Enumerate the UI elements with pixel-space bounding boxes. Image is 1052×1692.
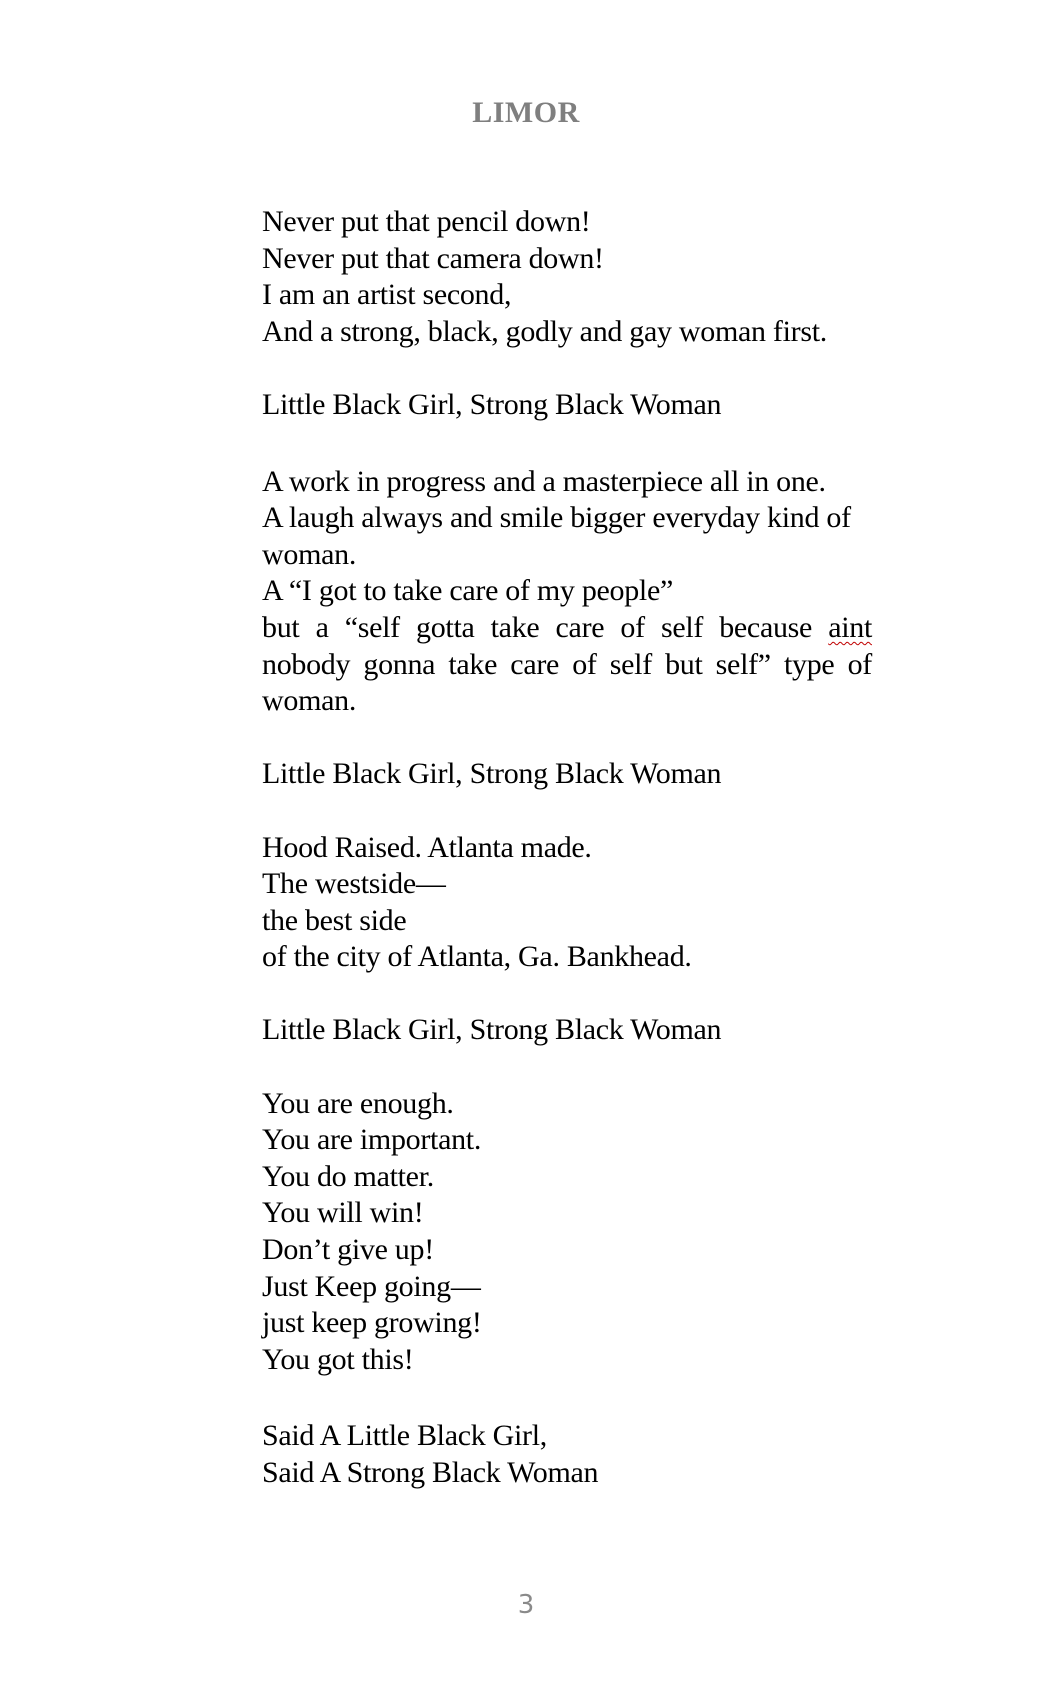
poem-line: I am an artist second, bbox=[262, 278, 512, 312]
poem-line: You got this! bbox=[262, 1342, 414, 1376]
refrain-line: Little Black Girl, Strong Black Woman bbox=[262, 757, 722, 791]
poem-line: Never put that camera down! bbox=[262, 241, 604, 275]
poem-line: Just Keep going— bbox=[262, 1269, 481, 1303]
poem-line: You will win! bbox=[262, 1196, 424, 1230]
stanza-gap bbox=[262, 793, 872, 830]
poem-line: A work in progress and a masterpiece all in one. bbox=[262, 464, 826, 498]
poem-line: You are enough. bbox=[262, 1086, 454, 1120]
poem-line: And a strong, black, godly and gay woman first. bbox=[262, 314, 827, 348]
page-number: 3 bbox=[517, 1590, 535, 1620]
stanza-1 bbox=[262, 204, 872, 350]
stanza-4 bbox=[262, 1086, 872, 1379]
stanza-3 bbox=[262, 830, 872, 976]
stanza-gap bbox=[262, 350, 872, 387]
poem-text: but a “self gotta take care of self because bbox=[262, 610, 829, 644]
poem-line: Said A Little Black Girl, bbox=[262, 1419, 547, 1453]
stanza-gap bbox=[262, 1049, 872, 1086]
page-header-title: LIMOR bbox=[472, 96, 580, 129]
poem-line: just keep growing! bbox=[262, 1306, 482, 1340]
poem-line: You are important. bbox=[262, 1123, 482, 1157]
poem-line: the best side bbox=[262, 903, 407, 937]
poem-line: of the city of Atlanta, Ga. Bankhead. bbox=[262, 940, 692, 974]
poem-text: nobody gonna take care of self but self” type of woman. bbox=[262, 647, 872, 718]
poem-line: A laugh always and smile bigger everyday kind of woman. bbox=[262, 501, 851, 571]
refrain-line: Little Black Girl, Strong Black Woman bbox=[262, 387, 722, 421]
stanza-gap bbox=[262, 424, 872, 464]
poem-line: Don’t give up! bbox=[262, 1233, 434, 1267]
poem-line: A “I got to take care of my people” bbox=[262, 574, 673, 608]
stanza-gap bbox=[262, 1378, 872, 1418]
stanza-2 bbox=[262, 464, 872, 720]
poem-line: You do matter. bbox=[262, 1159, 434, 1193]
poem-line: The westside— bbox=[262, 867, 446, 901]
poem-line bbox=[262, 610, 872, 720]
poem-body bbox=[262, 204, 872, 1492]
poem-line: Said A Strong Black Woman bbox=[262, 1456, 599, 1489]
refrain-line: Little Black Girl, Strong Black Woman bbox=[262, 1013, 722, 1047]
closing-stanza bbox=[262, 1418, 872, 1491]
stanza-gap bbox=[262, 720, 872, 757]
poem-line: Hood Raised. Atlanta made. bbox=[262, 830, 592, 864]
poem-line: Never put that pencil down! bbox=[262, 205, 591, 238]
stanza-gap bbox=[262, 976, 872, 1013]
spellcheck-flagged-word[interactable]: aint bbox=[828, 610, 872, 644]
